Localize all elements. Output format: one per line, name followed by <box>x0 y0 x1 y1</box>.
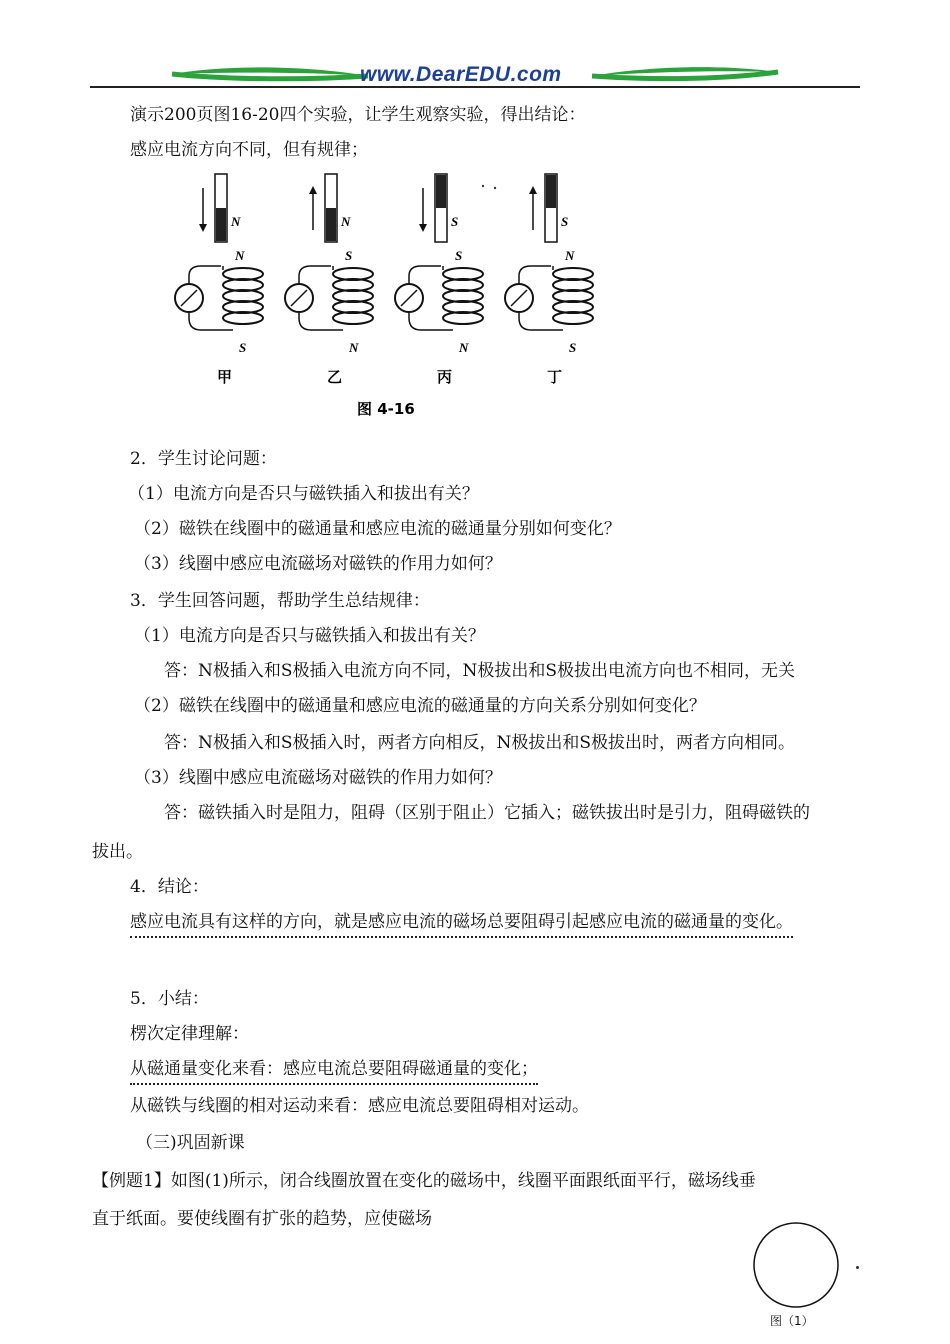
arrow-head <box>419 224 427 232</box>
text-line: 5．小结： <box>130 989 209 1009</box>
coil-bottom-pole: N <box>349 340 359 355</box>
header-swoosh-left <box>170 62 370 84</box>
magnet-pole-label: S <box>451 214 459 229</box>
text-line: 答：N极插入和S极插入时，两者方向相反，N极拔出和S极拔出时，两者方向相同。 <box>164 733 796 753</box>
figure-panel <box>175 174 263 386</box>
dot-marker <box>856 1266 859 1269</box>
text-line: （3）线圈中感应电流磁场对磁铁的作用力如何？ <box>134 768 502 788</box>
coil-top-pole: N <box>235 248 245 263</box>
figure-1-caption: 图（1） <box>770 1314 814 1328</box>
text-line: （1）电流方向是否只与磁铁插入和拔出有关？ <box>134 626 485 646</box>
magnet-shade <box>546 175 556 208</box>
magnet-shade <box>216 208 226 241</box>
panel-label: 乙 <box>327 368 343 386</box>
coil-bottom-pole: S <box>239 340 247 355</box>
panel-label: 丙 <box>437 368 453 386</box>
panel-label: 甲 <box>217 368 233 386</box>
text-line: （2）磁铁在线圈中的磁通量和感应电流的磁通量的方向关系分别如何变化？ <box>134 696 706 716</box>
text-line: 【例题1】如图(1)所示，闭合线圈放置在变化的磁场中，线圈平面跟纸面平行，磁场线垂 <box>92 1171 756 1191</box>
conclusion-line: 感应电流具有这样的方向，就是感应电流的磁场总要阻碍引起感应电流的磁通量的变化。 <box>130 911 793 938</box>
coil-bottom-pole: N <box>459 340 469 355</box>
magnet-shade <box>436 175 446 208</box>
text-line: （3）线圈中感应电流磁场对磁铁的作用力如何？ <box>134 554 502 574</box>
text-line: 拔出。 <box>92 842 143 862</box>
coil-top-pole: S <box>345 248 353 263</box>
magnet-pole-label: S <box>561 214 569 229</box>
panel-label: 丁 <box>547 368 563 386</box>
text-line: （三)巩固新课 <box>136 1133 245 1153</box>
figure-caption: 图 4-16 <box>357 400 415 418</box>
figure-panel <box>505 174 593 386</box>
figure-panel <box>285 174 373 386</box>
text-line: 直于纸面。要使线圈有扩张的趋势，应使磁场 <box>92 1209 432 1229</box>
text-line: 从磁铁与线圈的相对运动来看：感应电流总要阻碍相对运动。 <box>130 1096 589 1116</box>
figure-1 <box>748 1220 868 1340</box>
coil-bottom-pole: S <box>569 340 577 355</box>
magnet-shade <box>326 208 336 241</box>
arrow-head <box>199 224 207 232</box>
header-rule <box>90 86 860 88</box>
text-line: 4．结论： <box>130 877 209 897</box>
magnet-pole-label: N <box>341 214 351 229</box>
arrow-head <box>309 186 317 194</box>
text-line: 演示200页图16-20四个实验，让学生观察实验，得出结论： <box>130 105 586 125</box>
coil-circle <box>748 1220 848 1312</box>
header-swoosh-right <box>590 62 780 84</box>
summary-line: 从磁通量变化来看：感应电流总要阻碍磁通量的变化； <box>130 1058 538 1085</box>
text-line: （1）电流方向是否只与磁铁插入和拔出有关？ <box>128 484 479 504</box>
figure-4-16 <box>165 168 595 424</box>
header-logo[interactable]: www.DearEDU.com <box>360 63 562 86</box>
text-line: 楞次定律理解： <box>130 1024 249 1044</box>
figure-4-16-svg <box>165 168 595 424</box>
text-line: 3．学生回答问题，帮助学生总结规律： <box>130 591 430 611</box>
coil-top-pole: S <box>455 248 463 263</box>
text-line: 2．学生讨论问题： <box>130 449 277 469</box>
stray-dot <box>494 187 496 189</box>
arrow-head <box>529 186 537 194</box>
coil-top-pole: N <box>565 248 575 263</box>
stray-dot <box>482 185 484 187</box>
text-line: 答：N极插入和S极插入电流方向不同，N极拔出和S极拔出电流方向也不相同，无关 <box>164 661 796 681</box>
figure-panel <box>395 174 483 386</box>
text-line: 答：磁铁插入时是阻力，阻碍（区别于阻止）它插入；磁铁拔出时是引力，阻碍磁铁的 <box>164 803 810 823</box>
magnet-pole-label: N <box>231 214 241 229</box>
text-line: 感应电流方向不同，但有规律； <box>130 140 368 160</box>
text-line: （2）磁铁在线圈中的磁通量和感应电流的磁通量分别如何变化？ <box>134 519 621 539</box>
header <box>0 0 950 90</box>
